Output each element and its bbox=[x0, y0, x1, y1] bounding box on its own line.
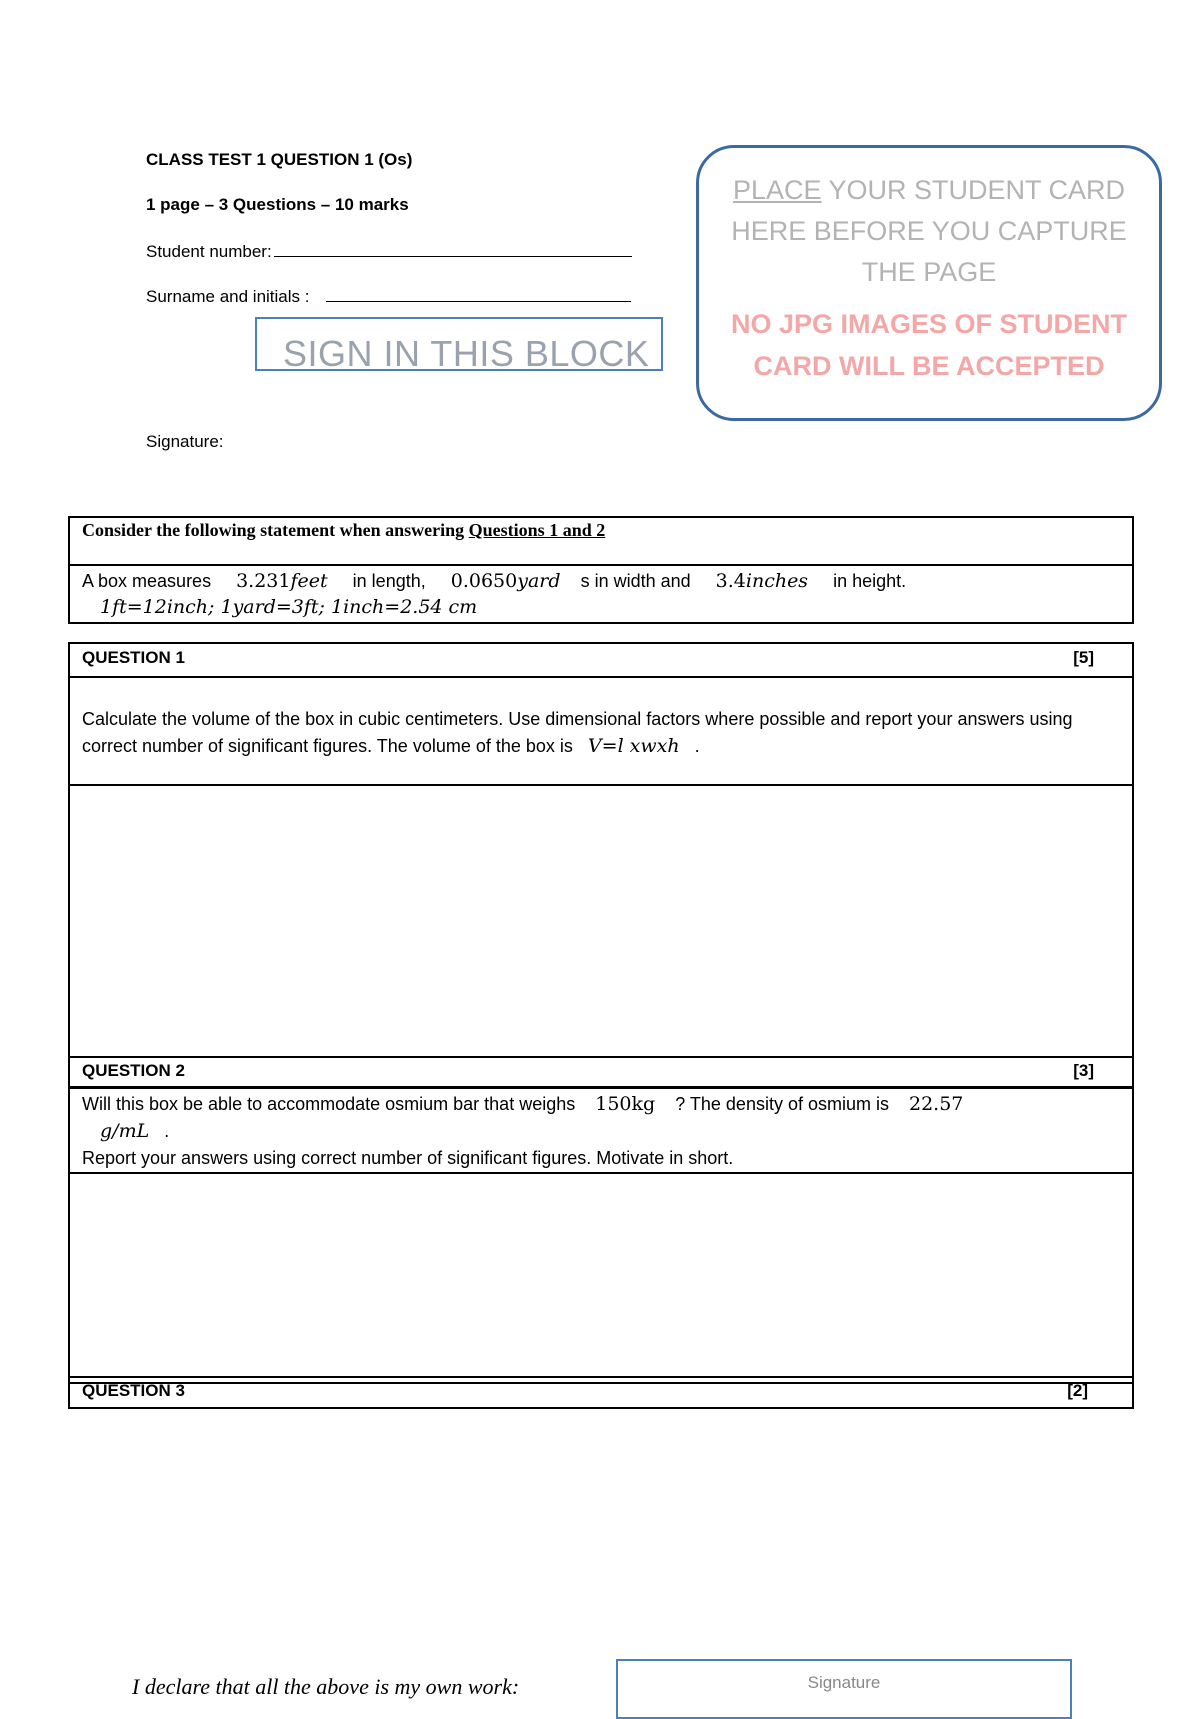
height-unit: inches bbox=[745, 570, 809, 592]
osmium-density-unit: g/mL bbox=[100, 1120, 150, 1142]
height-value: 3.4 bbox=[715, 570, 746, 592]
question1-marks: [5] bbox=[1073, 648, 1094, 667]
test-title: CLASS TEST 1 QUESTION 1 (Os) bbox=[146, 150, 413, 169]
card-instruction-line1 bbox=[699, 170, 1159, 211]
card-instruction-line3: THE PAGE bbox=[861, 257, 997, 287]
sign-block-text: SIGN IN THIS BLOCK bbox=[283, 333, 650, 371]
unit-conversions: 1ft=12inch; 1yard=3ft; 1inch=2.54 cm bbox=[100, 596, 478, 618]
declaration-text: I declare that all the above is my own work: bbox=[132, 1674, 520, 1699]
student-number-field[interactable] bbox=[274, 240, 632, 257]
question2-label: QUESTION 2 bbox=[82, 1061, 185, 1080]
question1-table bbox=[68, 642, 1134, 1088]
question3-table bbox=[68, 1376, 1134, 1409]
statement-table bbox=[68, 516, 1134, 624]
question2-table bbox=[68, 1056, 1134, 1384]
width-value: 0.0650 bbox=[450, 570, 518, 592]
surname-field[interactable] bbox=[326, 285, 631, 302]
question2-header bbox=[82, 1061, 1120, 1081]
question3-header bbox=[82, 1381, 1120, 1401]
card-instruction-place: PLACE bbox=[732, 175, 822, 205]
surname-label: Surname and initials : bbox=[146, 287, 310, 306]
signature-label: Signature: bbox=[146, 432, 224, 451]
student-number-row bbox=[146, 240, 632, 262]
osmium-density-value: 22.57 bbox=[909, 1093, 964, 1115]
card-warning-line1: NO JPG IMAGES OF STUDENT bbox=[730, 309, 1128, 339]
card-instruction-line1-rest: YOUR STUDENT CARD bbox=[821, 175, 1126, 205]
statement-heading: Consider the following statement when answering Questions 1 and 2 bbox=[82, 520, 606, 540]
length-unit: feet bbox=[290, 570, 328, 592]
student-number-label: Student number: bbox=[146, 242, 272, 261]
question1-answer-area[interactable] bbox=[69, 785, 1133, 1087]
statement-heading-questions: Questions 1 and 2 bbox=[468, 520, 606, 540]
test-subtitle: 1 page – 3 Questions – 10 marks bbox=[146, 195, 409, 214]
signature-box[interactable] bbox=[616, 1659, 1072, 1719]
length-value: 3.231 bbox=[236, 570, 291, 592]
card-instruction-line2: HERE BEFORE YOU CAPTURE bbox=[731, 216, 1127, 246]
question3-label: QUESTION 3 bbox=[82, 1381, 185, 1400]
statement-text: A box measures 3.231feet in length, 0.0650yard s in width and 3.4inches in height. bbox=[82, 570, 907, 592]
volume-formula: V=l xwxh bbox=[587, 735, 680, 757]
width-unit: yard bbox=[517, 570, 561, 592]
question1-label: QUESTION 1 bbox=[82, 648, 185, 667]
question2-marks: [3] bbox=[1073, 1061, 1094, 1080]
question1-text: Calculate the volume of the box in cubic centimeters. Use dimensional factors where possible and report your answers using correct number of significant figures. The volume of the box is V=l xwxh . bbox=[82, 709, 1073, 757]
question2-text: Will this box be able to accommodate osmium bar that weighs 150kg ? The density of osmium is 22.57 bbox=[82, 1093, 964, 1115]
question3-marks: [2] bbox=[1067, 1381, 1088, 1400]
question2-answer-area[interactable] bbox=[69, 1173, 1133, 1383]
student-card-box[interactable] bbox=[696, 145, 1162, 421]
surname-row bbox=[146, 285, 631, 307]
question2-instruction: Report your answers using correct number of significant figures. Motivate in short. bbox=[82, 1148, 734, 1168]
signature-box-label: Signature bbox=[807, 1673, 881, 1692]
question1-header bbox=[82, 648, 1120, 668]
osmium-mass: 150kg bbox=[595, 1093, 656, 1115]
card-warning-line2: CARD WILL BE ACCEPTED bbox=[753, 351, 1105, 381]
sign-block[interactable] bbox=[255, 317, 663, 371]
question2-density-unit-line: g/mL . bbox=[100, 1120, 170, 1142]
